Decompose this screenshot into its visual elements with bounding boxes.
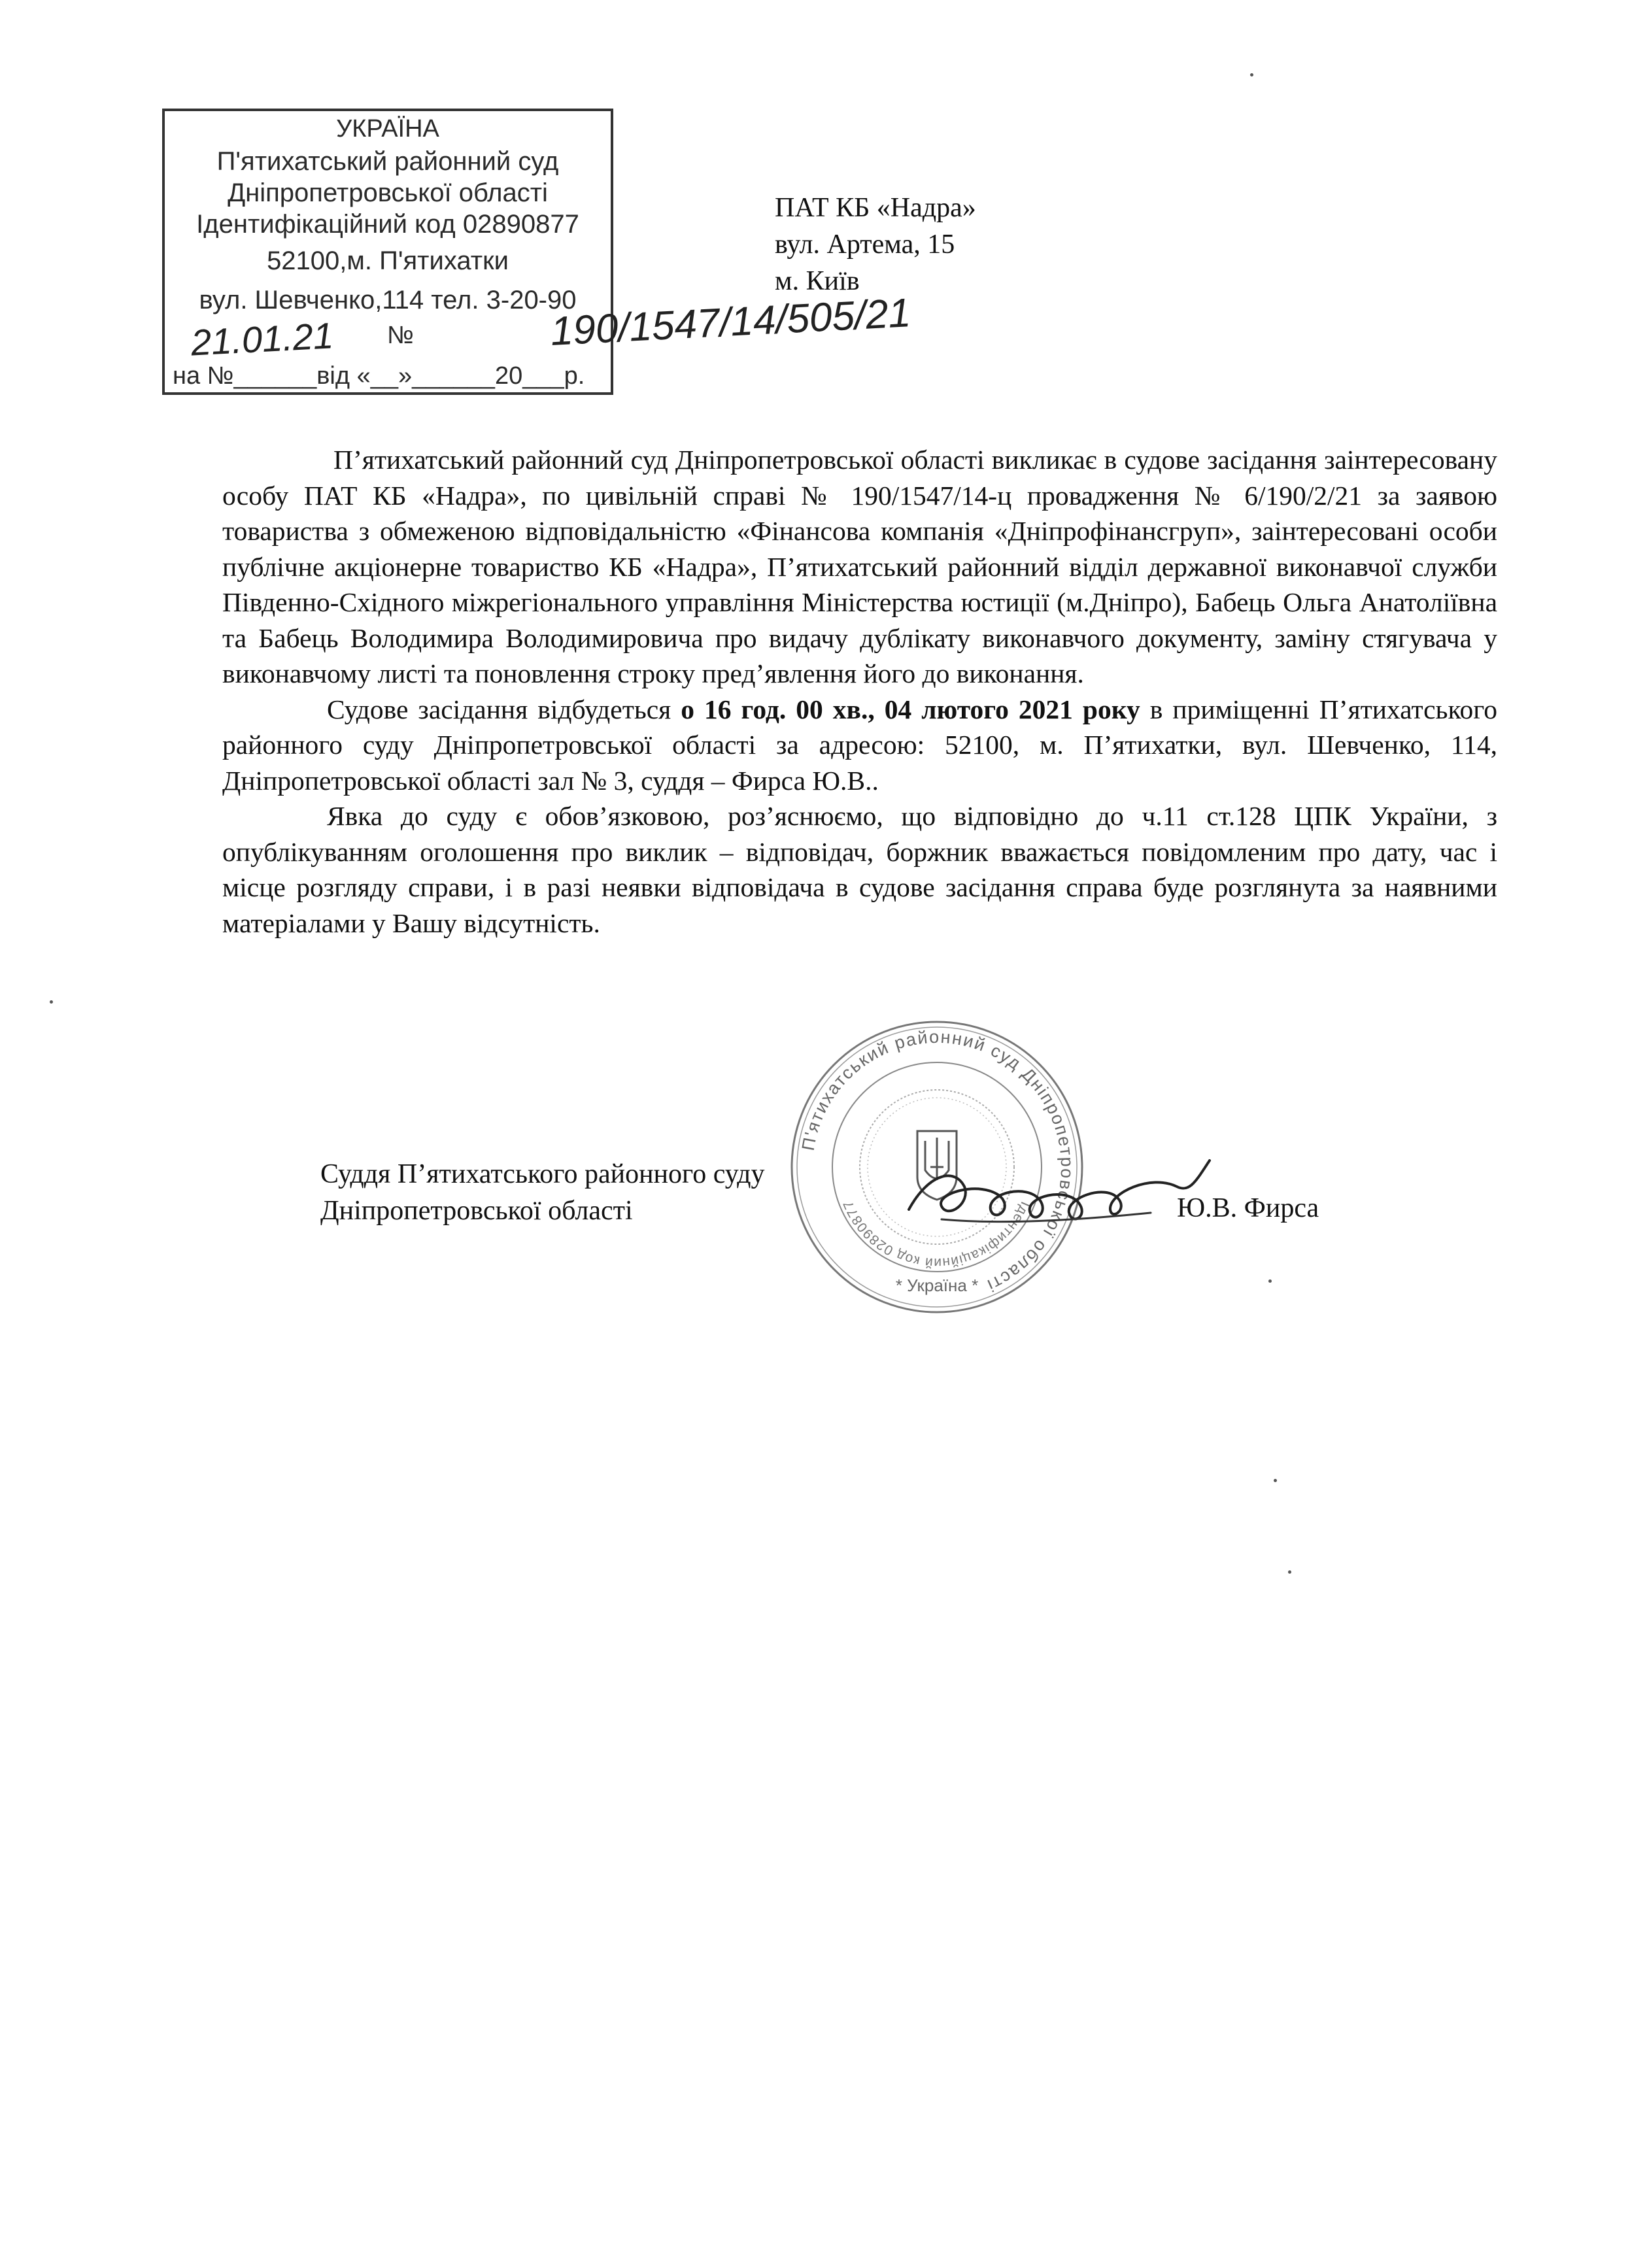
stamp-reply-line: на №______від «__»______20___р. [173, 362, 585, 390]
body-paragraph-2 [222, 692, 1497, 799]
stamp-country: УКРАЇНА [336, 115, 439, 143]
judge-signature [902, 1147, 1216, 1245]
stamp-id-code: Ідентифікаційний код 02890877 [196, 210, 579, 239]
body-paragraph-1: П’ятихатський районний суд Дніпропетровської області викликає в судове засідання заінтересовану особу ПАТ КБ «Надра», по цивільній справі № 190/1547/14-ц провадження № 6/190/2/21 за заявою товариства з обмеженою відповідальністю «Фінансова компанія «Дніпрофінансгруп», заінтересовані особи публічне акціонерне товариство КБ «Надра», П’ятихатський районний відділ державної виконавчої служби Південно-Східного міжрегіонального управління Міністерства юстиції (м.Дніпро), Бабець Ольга Анатоліївна та Бабець Володимира Володимировича про видачу дублікату виконавчого документу, заміну стягувача у виконавчому листі та поновлення строку пред’явлення його до виконання. [222, 445, 1497, 688]
hearing-intro: Судове засідання відбудеться [327, 694, 681, 724]
scan-speck [1250, 73, 1253, 76]
stamp-court-region: Дніпропетровської області [228, 178, 548, 207]
signer-title-line1: Суддя П’ятихатського районного суду [320, 1159, 765, 1189]
hearing-datetime: о 16 год. 00 хв., 04 лютого 2021 року [681, 694, 1140, 724]
hearing-location: в приміщенні П’ятихатського районного суду Дніпропетровської області за адресою: 52100, м. П’ятихатки, вул. Шевченко, 114, Дніпропетровської області зал № 3, суддя – Фирса Ю.В.. [222, 694, 1497, 796]
signer-title-line2: Дніпропетровської області [320, 1196, 633, 1226]
seal-bottom-text: * Україна * [895, 1276, 979, 1295]
letter-body [222, 442, 1497, 941]
stamp-reg-prefix: № [387, 322, 414, 349]
signer-name: Ю.В. Фирса [1177, 1193, 1319, 1223]
scan-speck [1268, 1279, 1272, 1283]
stamp-street: вул. Шевченко,114 тел. 3-20-90 [199, 286, 577, 314]
scan-speck [1274, 1479, 1277, 1482]
stamp-city: 52100,м. П'ятихатки [267, 246, 509, 275]
signature-block [320, 1156, 765, 1229]
stamp-reg-date: 21.01.21 [190, 314, 335, 364]
seal-inner-text: Ідентифікаційний код 02890877 [840, 1198, 1033, 1271]
addressee-street: вул. Артема, 15 [775, 229, 955, 260]
scan-speck [50, 1000, 53, 1004]
stamp-reg-number: 190/1547/14/505/21 [549, 290, 912, 354]
addressee-city: м. Київ [775, 266, 860, 296]
addressee-block [775, 190, 976, 299]
seal-outer-text: П'ятихатський районний суд Дніпропетровської області [798, 1026, 1078, 1296]
stamp-court-name: П'ятихатський районний суд [216, 147, 559, 176]
addressee-name: ПАТ КБ «Надра» [775, 193, 976, 223]
body-paragraph-3: Явка до суду є обов’язковою, роз’яснюємо, що відповідно до ч.11 ст.128 ЦПК України, з опублікуванням оголошення про виклик – відповідач, боржник вважається повідомленим про дату, час і місце розгляду справи, і в разі неявки відповідача в судове засідання справа буде розглянута за наявними матеріалами у Вашу відсутність. [222, 801, 1497, 938]
scan-speck [1288, 1570, 1291, 1574]
